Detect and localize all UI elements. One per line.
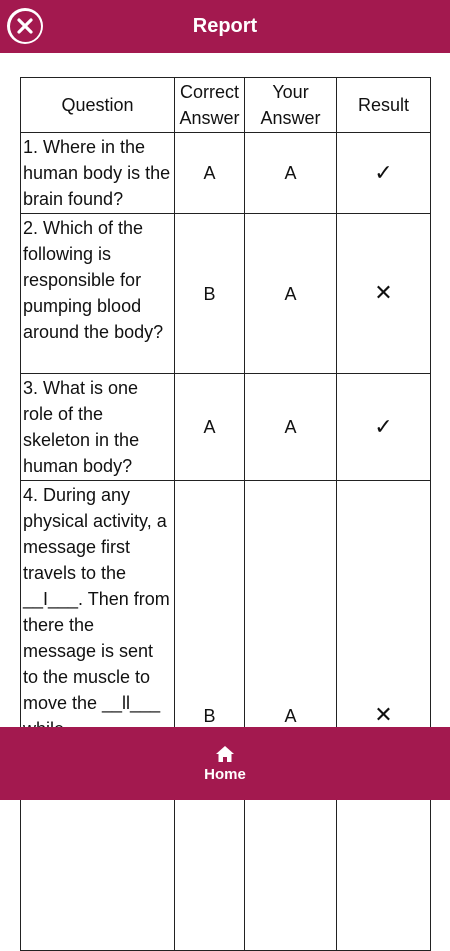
table-row [21, 214, 431, 374]
checkmark-icon: ✓ [374, 159, 393, 185]
correct-answer-cell: B [175, 481, 245, 951]
cross-icon: ✕ [374, 702, 393, 727]
home-label: Home [204, 765, 246, 783]
page-title: Report [192, 15, 258, 37]
bottom-nav [0, 727, 450, 800]
table-header-row [21, 78, 431, 133]
result-cell [337, 214, 431, 374]
result-cell [337, 374, 431, 481]
question-cell: 2. Which of the following is responsible for pumping blood around the body? [21, 214, 175, 374]
table-row [21, 481, 431, 951]
app-header [0, 0, 450, 53]
close-button[interactable] [7, 8, 43, 44]
your-answer-cell: A [245, 214, 337, 374]
checkmark-icon: ✓ [374, 413, 393, 439]
column-header-correct-answer: Correct Answer [175, 78, 245, 133]
correct-answer-cell: A [175, 374, 245, 481]
your-answer-cell: A [245, 481, 337, 951]
column-header-question: Question [21, 78, 175, 133]
report-content[interactable] [0, 53, 450, 727]
your-answer-cell: A [245, 374, 337, 481]
question-cell: 1. Where in the human body is the brain found? [21, 133, 175, 214]
column-header-your-answer: Your Answer [245, 78, 337, 133]
question-cell: 4. During any physical activity, a message first travels to the __I___. Then from there the message is sent to the muscle to move the __ll___ [21, 481, 175, 951]
column-header-result: Result [337, 78, 431, 133]
table-row [21, 133, 431, 214]
correct-answer-cell: B [175, 214, 245, 374]
question-cell: 3. What is one role of the skeleton in the human body? [21, 374, 175, 481]
home-icon [215, 745, 235, 763]
result-cell [337, 133, 431, 214]
report-table [20, 77, 431, 951]
table-row [21, 374, 431, 481]
result-cell [337, 481, 431, 951]
close-icon [10, 11, 41, 42]
your-answer-cell: A [245, 133, 337, 214]
home-button[interactable] [204, 745, 246, 783]
cross-icon: ✕ [374, 280, 393, 305]
correct-answer-cell: A [175, 133, 245, 214]
